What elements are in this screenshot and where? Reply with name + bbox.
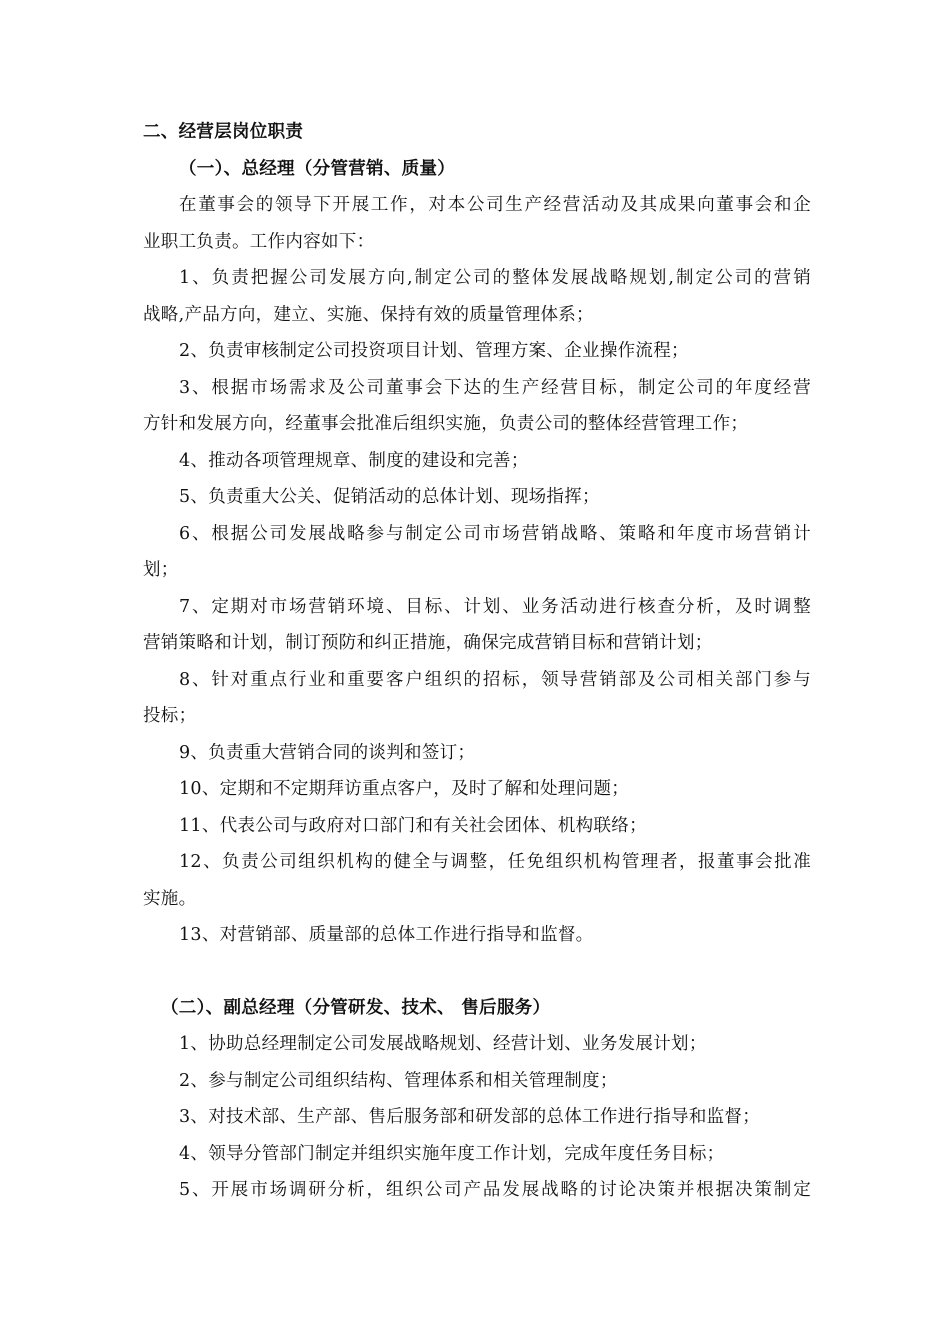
gm-item-9: 9、负责重大营销合同的谈判和签订；	[179, 742, 476, 763]
gm-item-4: 4、推动各项管理规章、制度的建设和完善；	[179, 450, 529, 471]
gm-intro-line-1: 在董事会的领导下开展工作，对本公司生产经营活动及其成果向董事会和企	[179, 195, 811, 215]
gm-item-3-line-2: 方针和发展方向，经董事会批准后组织实施，负责公司的整体经营管理工作；	[143, 414, 749, 434]
vgm-item-3: 3、对技术部、生产部、售后服务部和研发部的总体工作进行指导和监督；	[179, 1107, 761, 1127]
gm-item-3-line-1: 3、根据市场需求及公司董事会下达的生产经营目标，制定公司的年度经营	[179, 377, 811, 398]
gm-intro-line-2: 业职工负责。工作内容如下：	[143, 231, 375, 252]
gm-item-6-line-1: 6、根据公司发展战略参与制定公司市场营销战略、策略和年度市场营销计	[179, 523, 811, 544]
section-title: 二、经营层岗位职责	[143, 122, 304, 142]
gm-title: （一）、总经理（分管营销、质量）	[179, 158, 456, 179]
vgm-item-5-line-1: 5、开展市场调研分析，组织公司产品发展战略的讨论决策并根据决策制定	[179, 1180, 811, 1200]
vgm-item-4: 4、领导分管部门制定并组织实施年度工作计划，完成年度任务目标；	[179, 1143, 725, 1164]
document-content	[143, 114, 811, 1209]
gm-item-13: 13、对营销部、质量部的总体工作进行指导和监督。	[179, 925, 594, 945]
gm-item-10: 10、定期和不定期拜访重点客户，及时了解和处理问题；	[179, 779, 630, 799]
gm-item-5: 5、负责重大公关、促销活动的总体计划、现场指挥；	[179, 487, 600, 507]
gm-item-12-line-1: 12、负责公司组织机构的健全与调整，任免组织机构管理者，报董事会批准	[179, 852, 811, 872]
gm-item-1-line-2: 战略,产品方向，建立、实施、保持有效的质量管理体系；	[143, 304, 594, 325]
vgm-item-2: 2、参与制定公司组织结构、管理体系和相关管理制度；	[179, 1070, 618, 1091]
vgm-item-1: 1、协助总经理制定公司发展战略规划、经营计划、业务发展计划；	[179, 1034, 707, 1054]
gm-item-12-line-2: 实施。	[143, 888, 197, 909]
gm-item-8-line-2: 投标；	[143, 706, 197, 726]
gm-item-8-line-1: 8、针对重点行业和重要客户组织的招标，领导营销部及公司相关部门参与	[179, 669, 811, 690]
gm-item-1-line-1: 1、负责把握公司发展方向,制定公司的整体发展战略规划,制定公司的营销	[179, 268, 811, 288]
gm-item-6-line-2: 划；	[143, 560, 179, 580]
vgm-title: （二）、副总经理（分管研发、技术、 售后服务）	[161, 997, 551, 1018]
gm-item-7-line-2: 营销策略和计划，制订预防和纠正措施，确保完成营销目标和营销计划；	[143, 633, 713, 653]
gm-item-7-line-1: 7、定期对市场营销环境、目标、计划、业务活动进行核查分析，及时调整	[179, 596, 811, 617]
gm-item-11: 11、代表公司与政府对口部门和有关社会团体、机构联络；	[179, 815, 647, 836]
gm-item-2: 2、负责审核制定公司投资项目计划、管理方案、企业操作流程；	[179, 341, 689, 361]
